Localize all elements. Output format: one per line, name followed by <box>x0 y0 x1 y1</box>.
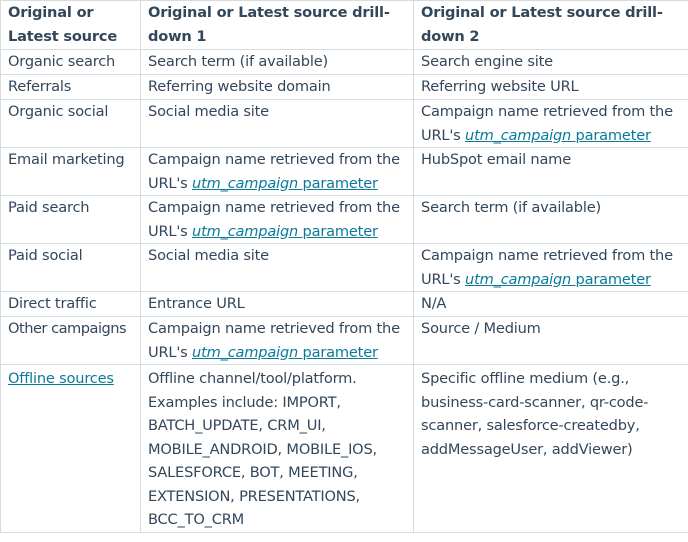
drilldown-2-cell: Search term (if available) <box>414 196 688 244</box>
source-cell: Other campaigns <box>1 317 141 365</box>
utm-campaign-parameter-link[interactable] <box>465 271 651 288</box>
utm-param-name: utm_campaign <box>465 270 572 288</box>
source-cell: Organic social <box>1 100 141 148</box>
utm-param-word: parameter <box>302 222 378 240</box>
campaign-text: Campaign name retrieved from the URL's <box>148 199 400 240</box>
drilldown-1-cell <box>141 148 414 196</box>
drilldown-2-cell <box>414 100 688 148</box>
offline-sources-link[interactable]: Offline sources <box>8 370 114 387</box>
drilldown-1-cell: Referring website domain <box>141 75 414 100</box>
table-row <box>1 365 688 533</box>
utm-param-word: parameter <box>302 174 378 192</box>
utm-param-name: utm_campaign <box>465 126 572 144</box>
utm-campaign-parameter-link[interactable] <box>465 127 651 144</box>
source-cell: Referrals <box>1 75 141 100</box>
campaign-text: Campaign name retrieved from the URL's <box>148 320 400 361</box>
drilldown-1-cell: Social media site <box>141 244 414 292</box>
utm-param-name: utm_campaign <box>192 222 299 240</box>
header-source: Original or Latest source <box>1 1 141 50</box>
drilldown-2-cell: Referring website URL <box>414 75 688 100</box>
utm-param-word: parameter <box>575 126 651 144</box>
source-cell: Organic search <box>1 50 141 75</box>
table-row <box>1 196 688 244</box>
table-row <box>1 75 688 100</box>
drilldown-2-cell <box>414 244 688 292</box>
drilldown-2-cell: Specific offline medium (e.g., business-card-scanner, qr-code-scanner, salesforce-createdby, addMessageUser, addViewer) <box>414 365 688 533</box>
utm-param-word: parameter <box>575 270 651 288</box>
campaign-text: Campaign name retrieved from the URL's <box>148 151 400 192</box>
source-cell: Direct traffic <box>1 292 141 317</box>
table-header-row <box>1 1 688 50</box>
drilldown-2-cell: N/A <box>414 292 688 317</box>
source-cell: Email marketing <box>1 148 141 196</box>
utm-param-name: utm_campaign <box>192 174 299 192</box>
source-cell: Paid social <box>1 244 141 292</box>
drilldown-1-cell: Offline channel/tool/platform. Examples include: IMPORT, BATCH_UPDATE, CRM_UI, MOBILE_ANDROID, MOBILE_IOS, SALESFORCE, BOT, MEETING, EXTENSION, PRESENTATIONS, BCC_TO_CRM <box>141 365 414 533</box>
drilldown-1-cell <box>141 196 414 244</box>
table-row <box>1 244 688 292</box>
drilldown-1-cell: Search term (if available) <box>141 50 414 75</box>
utm-campaign-parameter-link[interactable] <box>192 344 378 361</box>
source-cell: Paid search <box>1 196 141 244</box>
campaign-text: Campaign name retrieved from the URL's <box>421 247 673 288</box>
utm-campaign-parameter-link[interactable] <box>192 175 378 192</box>
utm-param-name: utm_campaign <box>192 343 299 361</box>
drilldown-1-cell <box>141 317 414 365</box>
utm-campaign-parameter-link[interactable] <box>192 223 378 240</box>
table-row <box>1 50 688 75</box>
table-row <box>1 317 688 365</box>
source-cell <box>1 365 141 533</box>
drilldown-2-cell: Source / Medium <box>414 317 688 365</box>
drilldown-1-cell: Social media site <box>141 100 414 148</box>
campaign-text: Campaign name retrieved from the URL's <box>421 103 673 144</box>
drilldown-2-cell: Search engine site <box>414 50 688 75</box>
table-row <box>1 148 688 196</box>
drilldown-1-cell: Entrance URL <box>141 292 414 317</box>
header-drilldown-2: Original or Latest source drill-down 2 <box>414 1 688 50</box>
utm-param-word: parameter <box>302 343 378 361</box>
table-row <box>1 292 688 317</box>
drilldown-2-cell: HubSpot email name <box>414 148 688 196</box>
header-drilldown-1: Original or Latest source drill-down 1 <box>141 1 414 50</box>
table-row <box>1 100 688 148</box>
